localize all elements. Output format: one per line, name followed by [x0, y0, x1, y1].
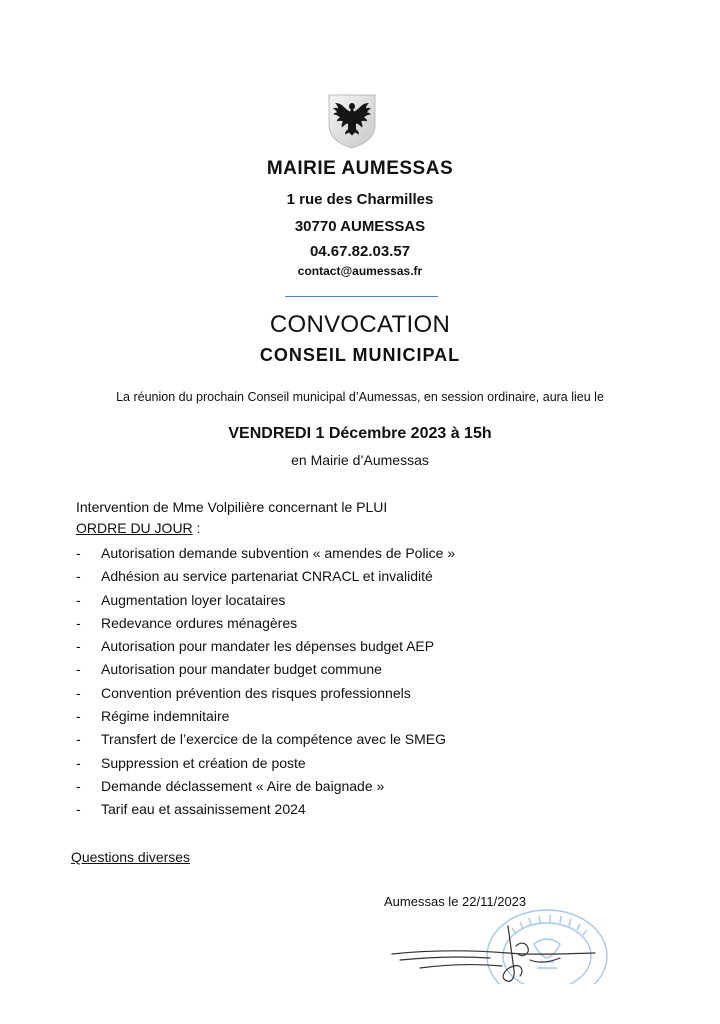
agenda-item-text: Adhésion au service partenariat CNRACL et invalidité	[101, 568, 433, 585]
place-and-date: Aumessas le 22/11/2023	[384, 894, 527, 909]
email-address: contact@aumessas.fr	[297, 264, 423, 278]
agenda-item-text: Convention prévention des risques professionnels	[101, 684, 411, 701]
agenda-item-text: Autorisation demande subvention « amendes de Police »	[101, 545, 456, 561]
document-title: CONVOCATION	[269, 311, 451, 338]
meeting-date: VENDREDI 1 Décembre 2023 à 15h	[228, 425, 492, 442]
phone-number: 04.67.82.03.57	[309, 243, 411, 260]
agenda-item-bullet: -	[76, 614, 81, 631]
eagle-crest-icon	[327, 93, 377, 149]
header-divider	[285, 296, 438, 297]
agenda-label: ORDRE DU JOUR	[76, 520, 193, 536]
agenda-item-bullet: -	[76, 754, 81, 771]
agenda-item-bullet: -	[76, 591, 81, 608]
handwritten-signature-icon	[390, 920, 600, 990]
agenda-item-bullet: -	[76, 731, 81, 748]
agenda-item-bullet: -	[76, 708, 81, 725]
agenda-label-suffix: :	[192, 520, 201, 536]
intervention-text: Intervention de Mme Volpilière concernant le PLUI	[76, 499, 388, 515]
questions-diverses: Questions diverses	[71, 849, 191, 865]
document-subtitle: CONSEIL MUNICIPAL	[259, 345, 461, 365]
meeting-place: en Mairie d’Aumessas	[291, 452, 429, 468]
agenda-item-text: Régime indemnitaire	[101, 708, 230, 725]
agenda-item-bullet: -	[76, 545, 81, 561]
agenda-item-text: Suppression et création de poste	[101, 754, 306, 771]
agenda-item-bullet: -	[76, 801, 81, 818]
mairie-name: MAIRIE AUMESSAS	[266, 158, 454, 179]
agenda-item-bullet: -	[76, 777, 81, 794]
agenda-item-bullet: -	[76, 568, 81, 585]
agenda-heading	[76, 520, 200, 536]
intro-text: La réunion du prochain Conseil municipal d’Aumessas, en session ordinaire, aura lieu le	[116, 390, 604, 404]
agenda-item-text: Demande déclassement « Aire de baignade »	[101, 777, 385, 794]
agenda-item-bullet: -	[76, 638, 81, 655]
agenda-item-text: Augmentation loyer locataires	[101, 591, 286, 608]
agenda-item-bullet: -	[76, 661, 81, 678]
agenda-item-text: Transfert de l’exercice de la compétence avec le SMEG	[101, 731, 446, 748]
agenda-item-text: Autorisation pour mandater les dépenses budget AEP	[101, 638, 435, 655]
agenda-item-text: Redevance ordures ménagères	[101, 614, 298, 631]
agenda-item-text: Tarif eau et assainissement 2024	[101, 801, 306, 818]
address-street: 1 rue des Charmilles	[286, 191, 434, 208]
agenda-item-bullet: -	[76, 684, 81, 701]
agenda-item-text: Autorisation pour mandater budget commune	[101, 661, 382, 678]
address-city: 30770 AUMESSAS	[294, 218, 426, 235]
